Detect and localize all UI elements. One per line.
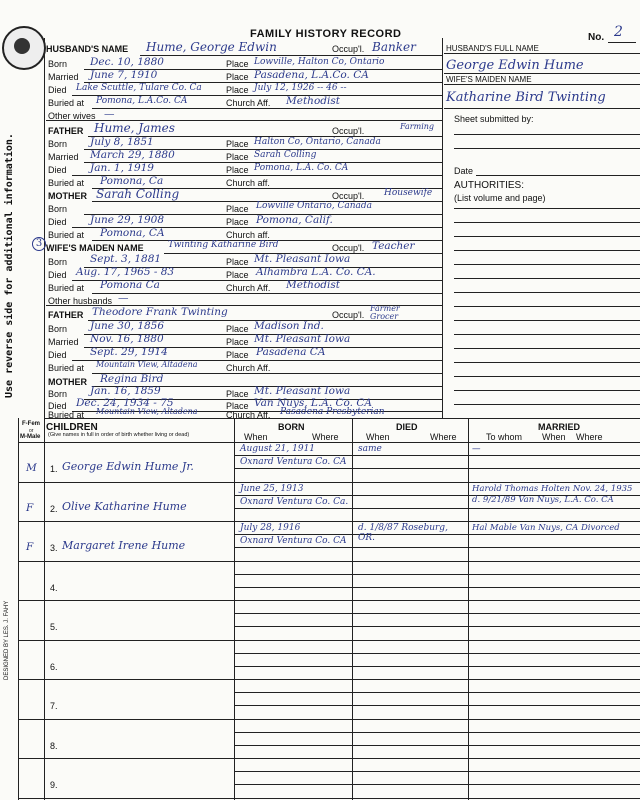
husband-mother-occupation: Housewife (384, 188, 433, 198)
husband-father-label: FATHER (48, 126, 84, 136)
authorities-rule-line (454, 222, 640, 223)
wife-occupation: Teacher (372, 240, 415, 252)
husbands-name-label: HUSBAND'S NAME (46, 44, 129, 54)
husband-father-died: Jan. 1, 1919 (90, 162, 154, 174)
husband-church-label: Church Aff. (226, 98, 271, 108)
child-name: Margaret Irene Hume (62, 539, 186, 552)
husband-father-married-place-label: Place (226, 152, 249, 162)
designer-credit: DESIGNED BY LES. J. FAHY (4, 600, 10, 680)
husband-mother-buried: Pomona, CA (100, 227, 165, 239)
child-number: 6. (50, 661, 58, 672)
society-seal-logo (2, 26, 46, 70)
child-died: same (358, 444, 382, 454)
wife-born-label: Born (48, 257, 68, 267)
child-number: 9. (50, 780, 58, 790)
authorities-rule-line (454, 348, 640, 349)
died-where-header: Where (430, 432, 457, 442)
died-header: DIED (396, 422, 418, 432)
authorities-rule-line (454, 320, 640, 321)
husband-mother-died: June 29, 1908 (90, 214, 165, 226)
child-born-when: June 25, 1913 (240, 483, 304, 494)
husband-mother-church-label: Church aff. (226, 230, 270, 240)
wife-mother-died-label: Died (48, 401, 67, 411)
authorities-rule-line (454, 250, 640, 251)
wife-father-church-label: Church Aff. (226, 363, 271, 373)
authorities-rule-line (454, 236, 640, 237)
husband-born: Dec. 10, 1880 (90, 56, 164, 68)
husband-church: Methodist (286, 95, 340, 107)
husband-mother-died-place-label: Place (226, 217, 249, 227)
married-when-header: When (542, 432, 566, 442)
wife-mother-church-label: Church Aff. (226, 410, 271, 420)
child-number: 5. (50, 622, 58, 632)
sheet-submitted-by-label: Sheet submitted by: (454, 114, 534, 124)
child-name: George Edwin Hume Jr. (62, 460, 194, 473)
wife-mother-label: MOTHER (48, 377, 87, 387)
born-where-header: Where (312, 432, 339, 442)
children-header: CHILDREN (46, 422, 98, 433)
child-born-where: Oxnard Ventura Co. Ca. (240, 496, 349, 507)
husband-died-place-label: Place (226, 85, 249, 95)
wife-mother-church: Pasadena Presbyterian (280, 407, 385, 417)
wife-father-buried: Mountain View, Altadena (96, 360, 198, 369)
wife-father-born-place-label: Place (226, 324, 249, 334)
husband-father-born-place: Halton Co, Ontario, Canada (254, 137, 381, 147)
wife-father-born-place: Madison Ind. (254, 320, 324, 332)
husband-father-occupation-label: Occup'l. (332, 126, 365, 136)
husband-father-died-label: Died (48, 165, 67, 175)
husband-father-married-place: Sarah Colling (254, 150, 317, 160)
reverse-side-note: Use reverse side for additional information. (4, 133, 15, 398)
wife-father-died-place: Pasadena CA (256, 346, 326, 358)
husband-buried: Pomona, L.A.Co. CA (96, 96, 188, 106)
wife-died: Aug. 17, 1965 - 83 (76, 266, 175, 278)
husband-father-born-place-label: Place (226, 139, 249, 149)
wife-father-married: Nov. 16, 1880 (90, 333, 164, 345)
authorities-rule-line (454, 376, 640, 377)
wife-father-name: Theodore Frank Twinting (92, 306, 228, 318)
husband-father-church-label: Church aff. (226, 178, 270, 188)
wife-church-label: Church Aff. (226, 283, 271, 293)
husband-name: Hume, George Edwin (146, 40, 277, 54)
husband-buried-label: Buried at (48, 98, 85, 108)
wife-mother-born-place-label: Place (226, 389, 249, 399)
wifes-maiden-name-label: WIFE'S MAIDEN NAME (46, 243, 144, 253)
sheet-number-value: 2 (614, 24, 623, 40)
child-name: Olive Katharine Hume (62, 499, 187, 513)
husbands-full-name: George Edwin Hume (446, 58, 584, 73)
child-number: 4. (50, 582, 58, 593)
husband-mother-died-label: Died (48, 217, 67, 227)
wife-died-place: Alhambra L.A. Co. CA. (256, 266, 376, 278)
married-header: MARRIED (538, 422, 580, 432)
husbands-full-name-label: HUSBAND'S FULL NAME (446, 44, 539, 53)
husband-mother-label: MOTHER (48, 191, 87, 201)
wife-born-place-label: Place (226, 257, 249, 267)
authorities-note: (List volume and page) (454, 193, 546, 203)
wife-father-born: June 30, 1856 (90, 320, 165, 332)
authorities-rule-line (454, 306, 640, 307)
husband-father-married-label: Married (48, 152, 79, 162)
husband-married-label: Married (48, 72, 79, 82)
husband-occupation-label: Occup'l. (332, 44, 365, 54)
child-born-when: August 21, 1911 (240, 444, 316, 454)
other-wives-label: Other wives (48, 111, 96, 121)
wife-church: Methodist (286, 279, 340, 291)
wife-mother-name: Regina Bird (100, 373, 164, 385)
child-married: Hal Mable Van Nuys, CA Divorced (472, 523, 620, 533)
wife-father-married-place: Mt. Pleasant Iowa (254, 333, 351, 345)
husband-born-label: Born (48, 59, 68, 69)
child-married: — (472, 444, 481, 454)
other-wives: — (104, 108, 115, 120)
husband-father-born: July 8, 1851 (90, 136, 154, 148)
husband-father-buried-label: Buried at (48, 178, 85, 188)
husband-mother-name: Sarah Colling (96, 187, 180, 201)
child-sex: M (26, 462, 37, 474)
wife-occupation-label: Occup'l. (332, 243, 365, 253)
sex-header-bottom: M-Male (20, 434, 41, 440)
wifes-maiden-name-right-label: WIFE'S MAIDEN NAME (446, 75, 532, 84)
husband-married: June 7, 1910 (90, 69, 158, 81)
sheet-number-label: No. (588, 32, 605, 43)
wife-mother-died-place-label: Place (226, 401, 249, 411)
wife-mother-born-label: Born (48, 389, 68, 399)
married-where-header: Where (576, 432, 603, 442)
husband-father-occupation: Farming (400, 122, 435, 131)
child-number: 7. (50, 701, 58, 711)
child-born-when: July 28, 1916 (240, 523, 301, 533)
wife-father-died-label: Died (48, 350, 67, 360)
authorities-rule-line (454, 334, 640, 335)
born-when-header: When (244, 432, 268, 442)
other-husbands: — (118, 292, 129, 304)
husband-father-born-label: Born (48, 139, 68, 149)
authorities-label: AUTHORITIES: (454, 180, 525, 191)
husband-occupation: Banker (372, 40, 416, 54)
husband-mother-occupation-label: Occup'l. (332, 191, 365, 201)
child-number: 1. (50, 464, 58, 474)
wife-born-place: Mt. Pleasant Iowa (254, 253, 351, 265)
child-number: 3. (50, 543, 58, 553)
died-when-header: When (366, 432, 390, 442)
authorities-rule-line (454, 208, 640, 209)
wife-mother-died-place: Van Nuys, L.A. Co. CA (254, 397, 372, 409)
husband-born-place: Lowville, Halton Co, Ontario (254, 57, 385, 67)
wife-mother-buried-label: Buried at (48, 410, 85, 420)
husband-mother-born-label: Born (48, 204, 68, 214)
wife-marker: 3 (32, 237, 46, 251)
date-label: Date (454, 166, 474, 176)
wife-died-label: Died (48, 270, 67, 280)
other-husbands-label: Other husbands (48, 296, 113, 306)
child-born-where: Oxnard Ventura Co. CA (240, 457, 347, 467)
authorities-rule-line (454, 292, 640, 293)
husband-died-place: July 12, 1926 -- 46 -- (254, 83, 347, 93)
wifes-maiden-name-right: Katharine Bird Twinting (446, 90, 606, 105)
wife-father-died-place-label: Place (226, 350, 249, 360)
child-died: d. 1/8/87 Roseburg, OR. (358, 523, 448, 543)
wife-buried-label: Buried at (48, 283, 85, 293)
child-number: 8. (50, 740, 58, 751)
husband-mother-buried-label: Buried at (48, 230, 85, 240)
wife-name: Twinting Katharine Bird (168, 240, 279, 250)
husband-father-name: Hume, James (94, 121, 175, 135)
husband-died-label: Died (48, 85, 67, 95)
husband-mother-born-place-label: Place (226, 204, 249, 214)
wife-father-occupation: Farmer Grocer (370, 304, 400, 321)
child-married: Harold Thomas Holten Nov. 24, 1935 d. 9/21/89 Van Nuys, L.A. Co. CA (472, 483, 633, 505)
wife-father-married-label: Married (48, 337, 79, 347)
authorities-rule-line (454, 362, 640, 363)
children-header-note: (Give names in full in order of birth whether living or dead) (48, 432, 190, 438)
born-header: BORN (278, 422, 305, 432)
sex-header-of: or (29, 428, 34, 434)
husband-married-place-label: Place (226, 72, 249, 82)
husband-father-died-place-label: Place (226, 165, 249, 175)
husband-father-married: March 29, 1880 (90, 149, 175, 161)
wife-mother-born: Jan. 16, 1859 (90, 385, 161, 397)
form-title: FAMILY HISTORY RECORD (250, 28, 402, 40)
wife-father-born-label: Born (48, 324, 68, 334)
husband-mother-born-place: Lowville Ontario, Canada (256, 201, 373, 211)
child-born-where: Oxnard Ventura Co. CA (240, 536, 347, 546)
husband-mother-died-place: Pomona, Calif. (256, 214, 333, 226)
husband-father-buried: Pomona, Ca (100, 175, 164, 187)
child-sex: F (26, 501, 34, 514)
authorities-rule-line (454, 264, 640, 265)
wife-father-married-place-label: Place (226, 337, 249, 347)
wife-father-buried-label: Buried at (48, 363, 85, 373)
wife-died-place-label: Place (226, 270, 249, 280)
wife-father-label: FATHER (48, 310, 84, 320)
husband-died: Lake Scuttle, Tulare Co. Ca (76, 83, 202, 93)
authorities-rule-line (454, 278, 640, 279)
child-number: 2. (50, 503, 58, 514)
wife-mother-died: Dec. 24, 1934 - 75 (76, 397, 174, 409)
husband-born-place-label: Place (226, 59, 249, 69)
husband-married-place: Pasadena, L.A.Co. CA (254, 69, 369, 81)
child-sex: F (26, 541, 34, 553)
wife-born: Sept. 3, 1881 (90, 253, 162, 265)
wife-mother-buried: Mountain View, Altadena (96, 407, 198, 416)
wife-father-died: Sept. 29, 1914 (90, 346, 168, 358)
married-to-whom-header: To whom (486, 432, 523, 442)
husband-father-died-place: Pomona, L.A. Co. CA (254, 163, 349, 173)
wife-mother-born-place: Mt. Pleasant Iowa (254, 385, 351, 397)
authorities-rule-line (454, 404, 640, 405)
authorities-rule-line (454, 390, 640, 391)
wife-buried: Pomona Ca (100, 279, 160, 291)
wife-father-occupation-label: Occup'l. (332, 310, 365, 320)
sex-header-top: F-Fem (22, 421, 40, 427)
